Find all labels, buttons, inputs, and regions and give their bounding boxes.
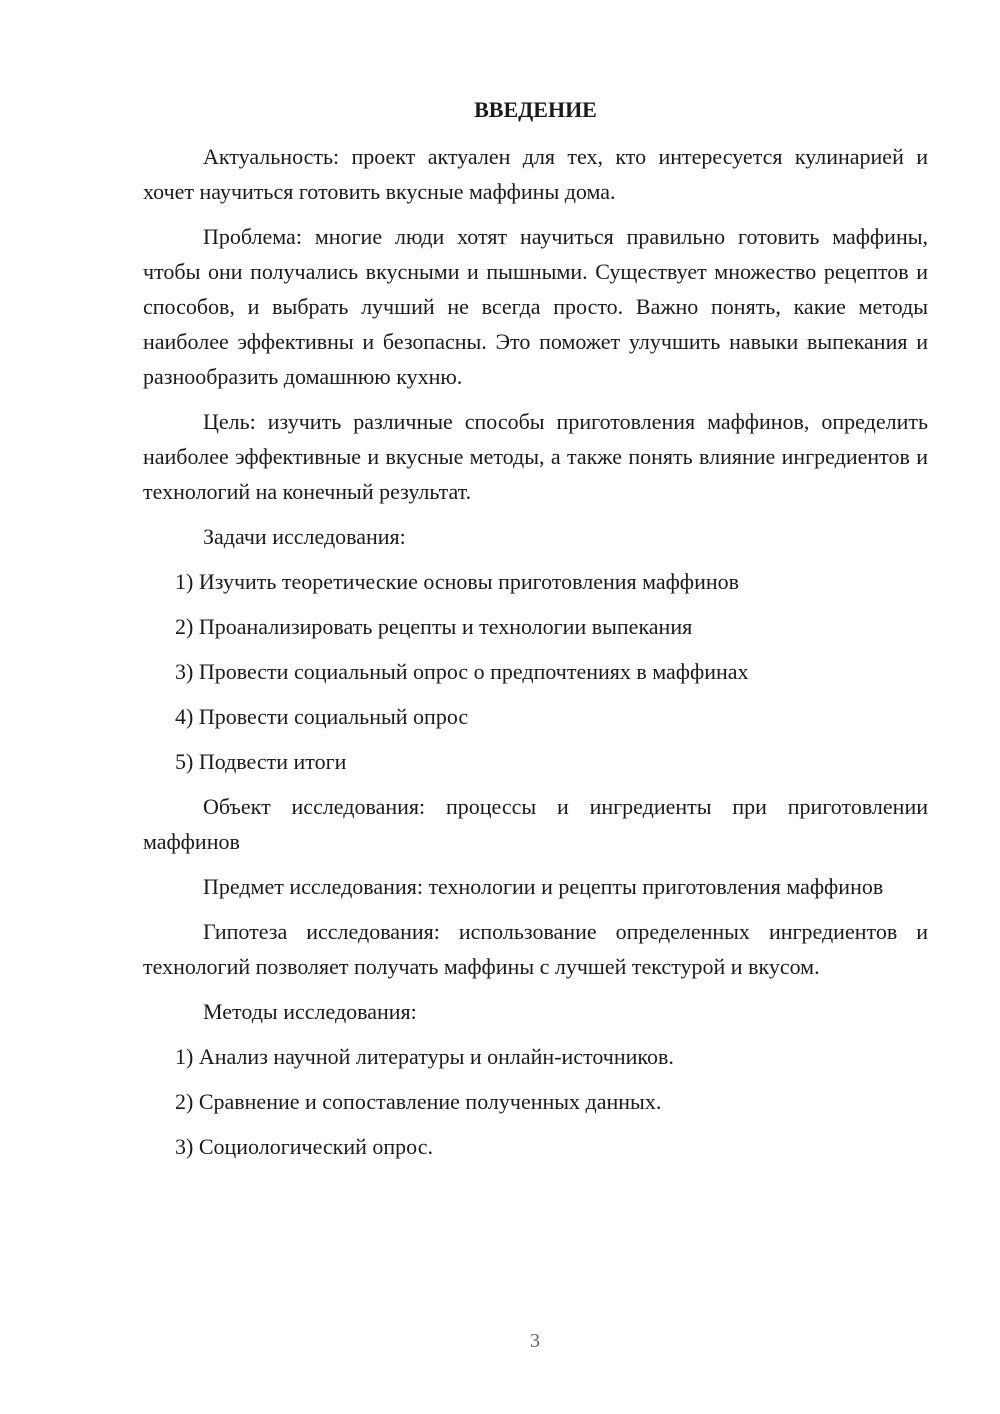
tasks-title: Задачи исследования: xyxy=(203,524,406,549)
list-item: 3) Социологический опрос. xyxy=(175,1134,433,1159)
list-item: 5) Подвести итоги xyxy=(175,749,347,774)
list-item: 4) Провести социальный опрос xyxy=(175,704,469,729)
hypothesis-paragraph: Гипотеза исследования: использование определенных ингредиентов и технологий позволяет получать маффины с лучшей текстурой и вкусом. xyxy=(143,919,928,979)
page-number: 3 xyxy=(530,1330,540,1352)
list-item: 2) Проанализировать рецепты и технологии выпекания xyxy=(175,614,693,639)
subject-paragraph: Предмет исследования: технологии и рецепты приготовления маффинов xyxy=(203,874,884,899)
page-content xyxy=(143,92,928,1174)
relevance-paragraph: Актуальность: проект актуален для тех, кто интересуется кулинарией и хочет научиться готовить вкусные маффины дома. xyxy=(143,144,928,204)
problem-paragraph: Проблема: многие люди хотят научиться правильно готовить маффины, чтобы они получались вкусными и пышными. Существует множество рецептов и способов, и выбрать лучший не всегда просто. Важно понять, какие методы наиболее эффективны и безопасны. Это поможет улучшить навыки выпекания и разнообразить домашнюю кухню. xyxy=(143,224,928,389)
methods-list xyxy=(143,1039,928,1164)
section-heading: ВВЕДЕНИЕ xyxy=(474,97,597,122)
list-item: 2) Сравнение и сопоставление полученных данных. xyxy=(175,1089,662,1114)
list-item: 1) Анализ научной литературы и онлайн-источников. xyxy=(175,1044,674,1069)
tasks-list xyxy=(143,564,928,779)
list-item: 3) Провести социальный опрос о предпочтениях в маффинах xyxy=(175,659,749,684)
object-paragraph: Объект исследования: процессы и ингредиенты при приготовлении маффинов xyxy=(143,794,928,854)
goal-paragraph: Цель: изучить различные способы приготовления маффинов, определить наиболее эффективные и вкусные методы, а также понять влияние ингредиентов и технологий на конечный результат. xyxy=(143,409,928,504)
list-item: 1) Изучить теоретические основы приготовления маффинов xyxy=(175,569,739,594)
methods-title: Методы исследования: xyxy=(203,999,417,1024)
